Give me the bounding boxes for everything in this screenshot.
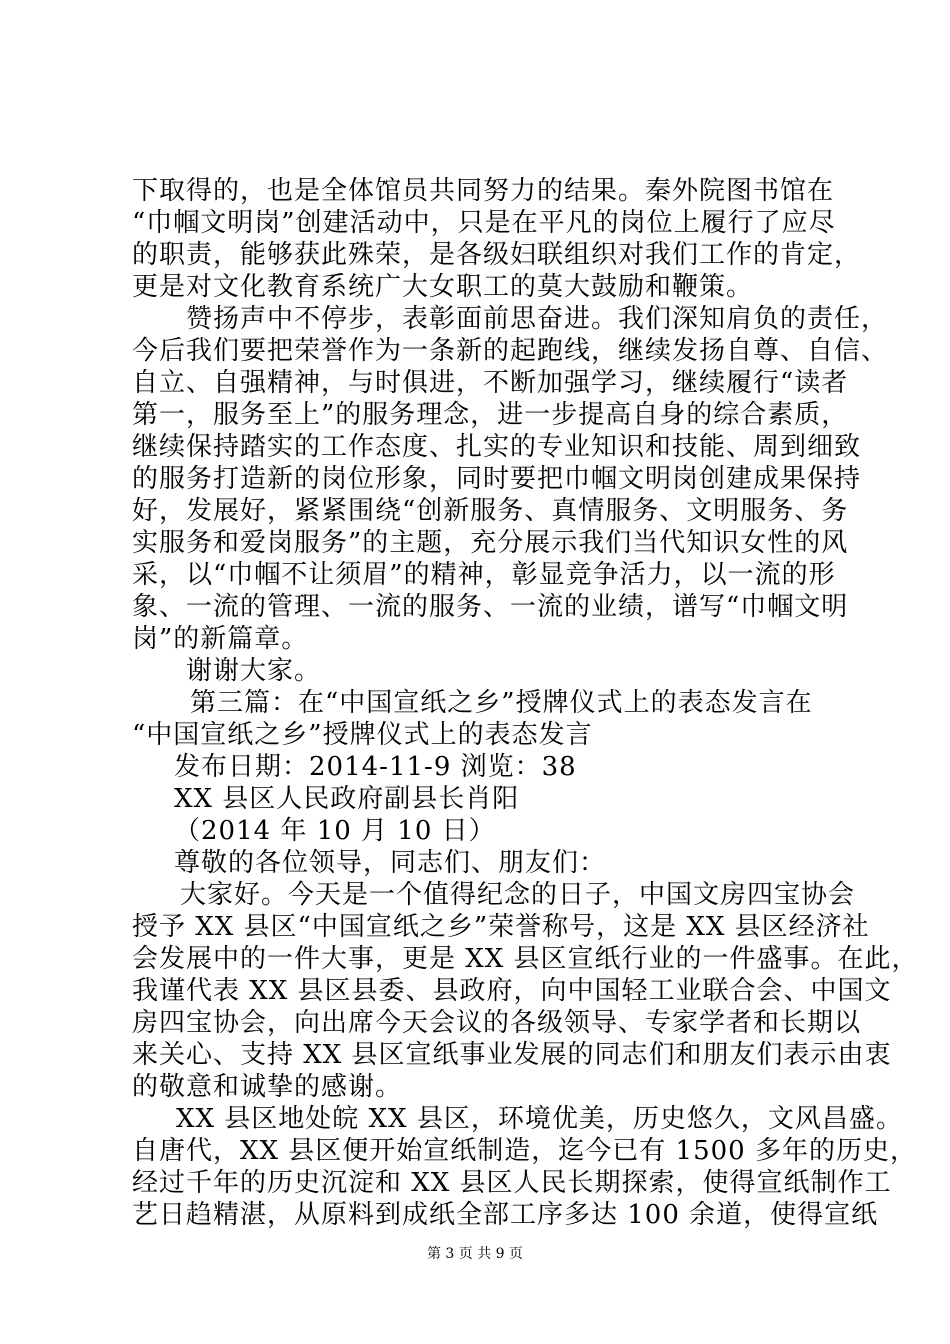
text-line: 来关心、支持 XX 县区宣纸事业发展的同志们和朋友们表示由衷 <box>132 1040 892 1070</box>
text-line: 艺日趋精湛，从原料到成纸全部工序多达 100 余道，使得宣纸 <box>132 1200 879 1230</box>
text-line: 实服务和爱岗服务”的主题，充分展示我们当代知识女性的风 <box>132 528 849 558</box>
text-line: 经过千年的历史沉淀和 XX 县区人民长期探索，使得宣纸制作工 <box>132 1168 892 1198</box>
text-line: 的敬意和诚挚的感谢。 <box>132 1072 403 1102</box>
text-line: 我谨代表 XX 县区县委、县政府，向中国轻工业联合会、中国文 <box>132 976 892 1006</box>
text-line: （2014 年 10 月 10 日） <box>174 816 496 846</box>
document-body <box>132 175 919 1231</box>
text-line: 大家好。今天是一个值得纪念的日子，中国文房四宝协会 <box>180 880 856 910</box>
text-line: 岗”的新篇章。 <box>132 624 309 654</box>
text-line: 下取得的，也是全体馆员共同努力的结果。秦外院图书馆在 <box>132 176 835 206</box>
text-line: 尊敬的各位领导，同志们、朋友们： <box>174 848 607 878</box>
text-line: 的服务打造新的岗位形象，同时要把巾帼文明岗创建成果保持 <box>132 464 862 494</box>
text-line: 房四宝协会，向出席今天会议的各级领导、专家学者和长期以 <box>132 1008 862 1038</box>
text-line: 自唐代，XX 县区便开始宣纸制造，迄今已有 1500 多年的历史， <box>132 1136 917 1166</box>
text-line: 的职责，能够获此殊荣，是各级妇联组织对我们工作的肯定， <box>132 240 862 270</box>
text-line: XX 县区地处皖 XX 县区，环境优美，历史悠久，文风昌盛。 <box>176 1104 903 1134</box>
text-line: 好，发展好，紧紧围绕“创新服务、真情服务、文明服务、务 <box>132 496 849 526</box>
text-line: 第一，服务至上”的服务理念，进一步提高自身的综合素质， <box>132 400 849 430</box>
text-line: 发布日期：2014-11-9 浏览：38 <box>174 752 577 782</box>
text-line: “巾帼文明岗”创建活动中，只是在平凡的岗位上履行了应尽 <box>132 208 836 238</box>
text-line: 谢谢大家。 <box>186 656 322 686</box>
text-line: 采，以“巾帼不让须眉”的精神，彰显竞争活力，以一流的形 <box>132 560 836 590</box>
text-line: 今后我们要把荣誉作为一条新的起跑线，继续发扬自尊、自信、 <box>132 336 889 366</box>
text-line: 继续保持踏实的工作态度、扎实的专业知识和技能、周到细致 <box>132 432 862 462</box>
text-line: “中国宣纸之乡”授牌仪式上的表态发言 <box>132 720 593 750</box>
text-line: 会发展中的一件大事，更是 XX 县区宣纸行业的一件盛事。在此， <box>132 944 919 974</box>
text-line: XX 县区人民政府副县长肖阳 <box>174 784 520 814</box>
page-footer: 第 3 页 共 9 页 <box>426 1246 524 1262</box>
text-line: 象、一流的管理、一流的服务、一流的业绩，谱写“巾帼文明 <box>132 592 849 622</box>
text-line: 自立、自强精神，与时俱进，不断加强学习，继续履行“读者 <box>132 368 849 398</box>
text-line: 更是对文化教育系统广大女职工的莫大鼓励和鞭策。 <box>132 272 754 302</box>
text-line: 第三篇：在“中国宣纸之乡”授牌仪式上的表态发言在 <box>190 688 813 718</box>
text-line: 授予 XX 县区“中国宣纸之乡”荣誉称号，这是 XX 县区经济社 <box>132 912 870 942</box>
text-line: 赞扬声中不停步，表彰面前思奋进。我们深知肩负的责任， <box>186 304 889 334</box>
